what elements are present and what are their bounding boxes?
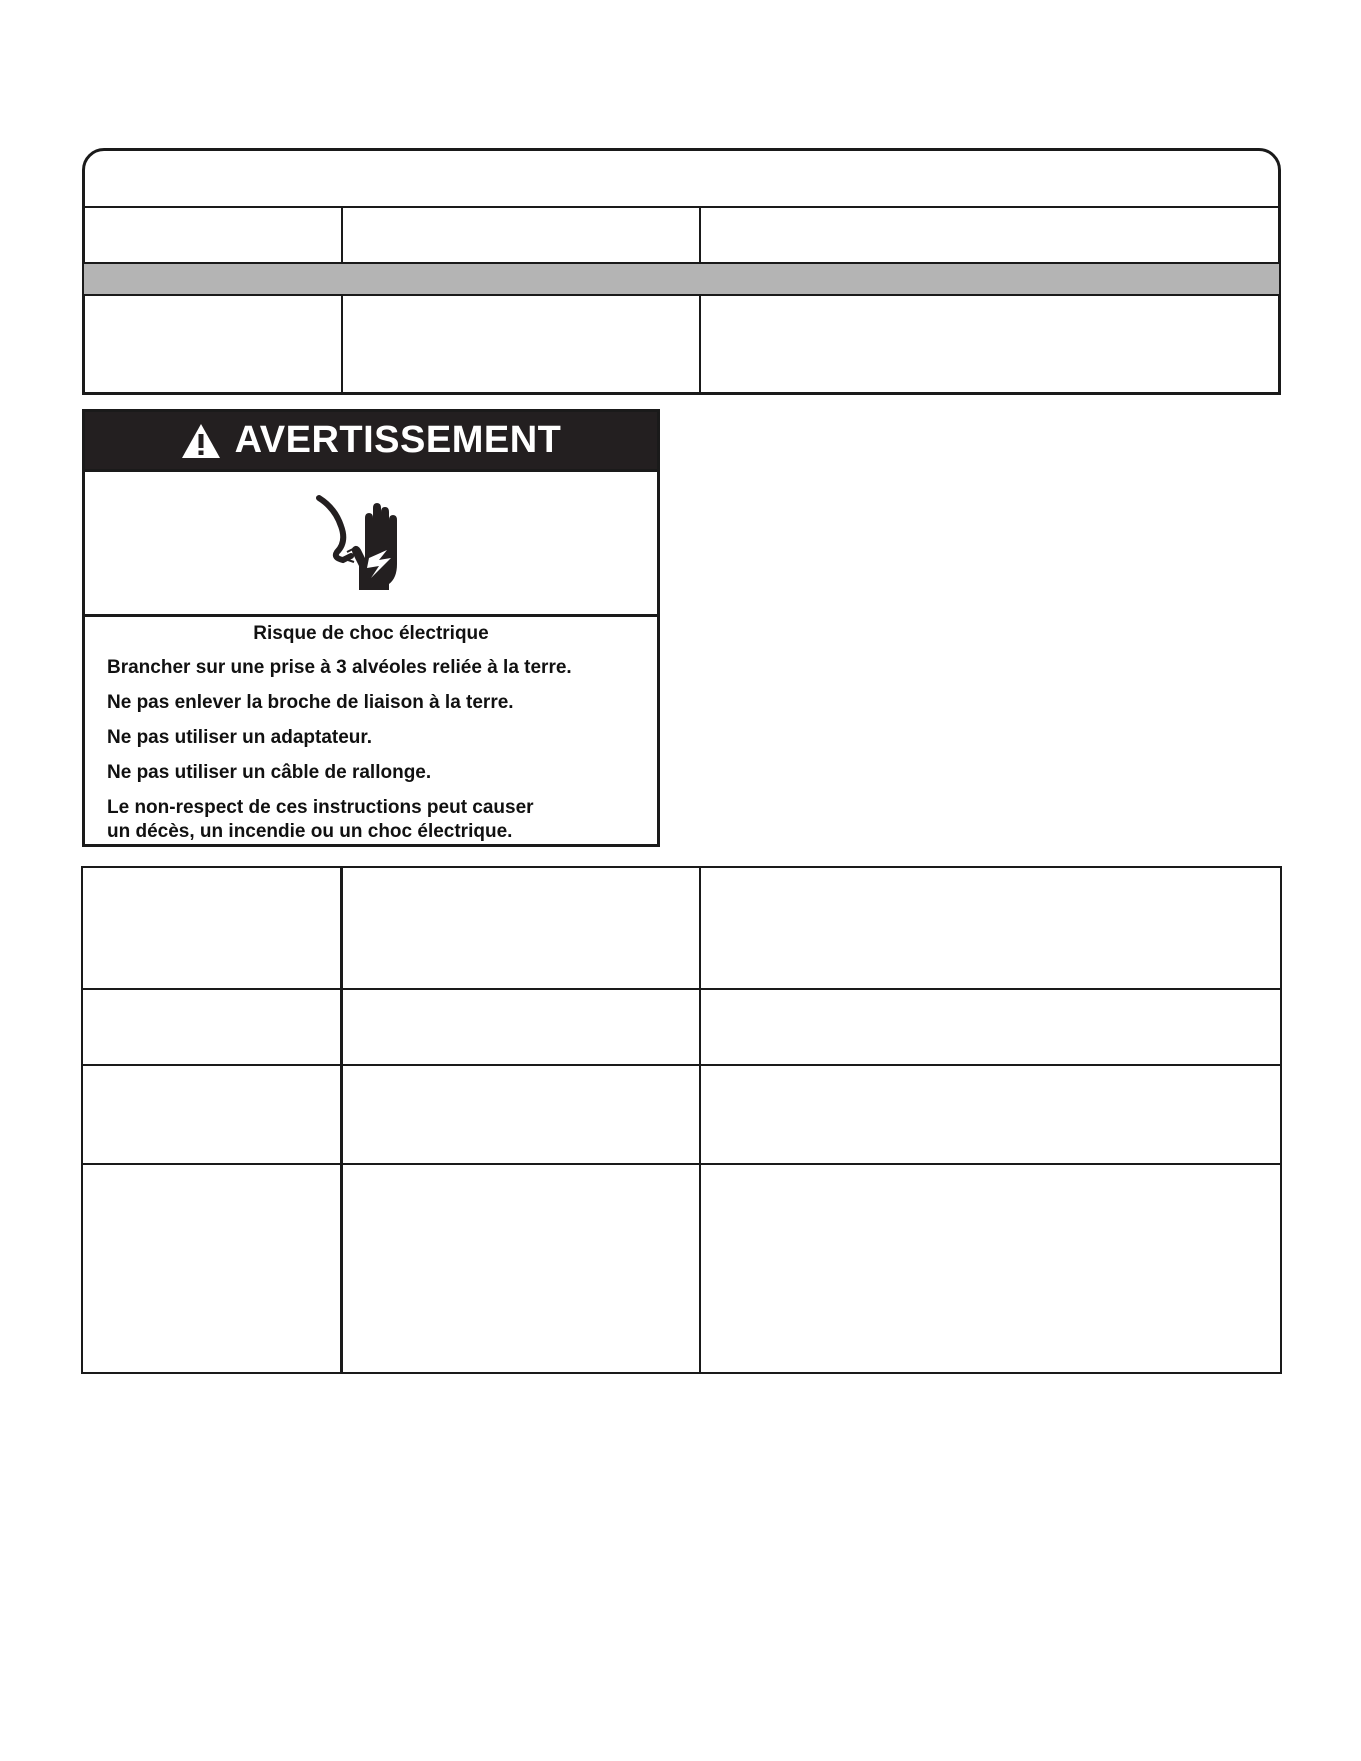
warning-instruction: Ne pas enlever la broche de liaison à la terre. [107, 692, 514, 713]
top-table-header-divider [84, 206, 1279, 208]
electric-shock-hand-icon [313, 494, 413, 594]
bottom-table-col-divider-1 [340, 867, 343, 1373]
bottom-table-row-divider [83, 1064, 1280, 1066]
top-table-col-divider-2b [699, 295, 701, 393]
bottom-table [81, 866, 1282, 1374]
warning-consequence: un décès, un incendie ou un choc électrique. [107, 821, 513, 842]
warning-header [85, 412, 657, 469]
top-table-section-band [84, 264, 1279, 294]
hazard-icon-panel [85, 469, 657, 617]
warning-instruction: Ne pas utiliser un adaptateur. [107, 727, 373, 748]
alert-triangle-icon [181, 423, 221, 459]
top-table-band-top-line [84, 262, 1279, 264]
warning-title: AVERTISSEMENT [234, 419, 562, 461]
warning-box [82, 409, 660, 847]
warning-instruction: Brancher sur une prise à 3 alvéoles reliée à la terre. [107, 657, 572, 678]
top-table-col-divider-1b [341, 295, 343, 393]
bottom-table-row-divider [83, 988, 1280, 990]
warning-subtitle: Risque de choc électrique [253, 623, 489, 644]
warning-consequence: Le non-respect de ces instructions peut causer [107, 797, 534, 818]
bottom-table-col-divider-2 [699, 867, 701, 1373]
top-table-band-bottom-line [84, 294, 1279, 296]
top-table-col-divider-1 [341, 207, 343, 264]
warning-instruction: Ne pas utiliser un câble de rallonge. [107, 762, 432, 783]
top-table-col-divider-2 [699, 207, 701, 264]
bottom-table-row-divider [83, 1163, 1280, 1165]
